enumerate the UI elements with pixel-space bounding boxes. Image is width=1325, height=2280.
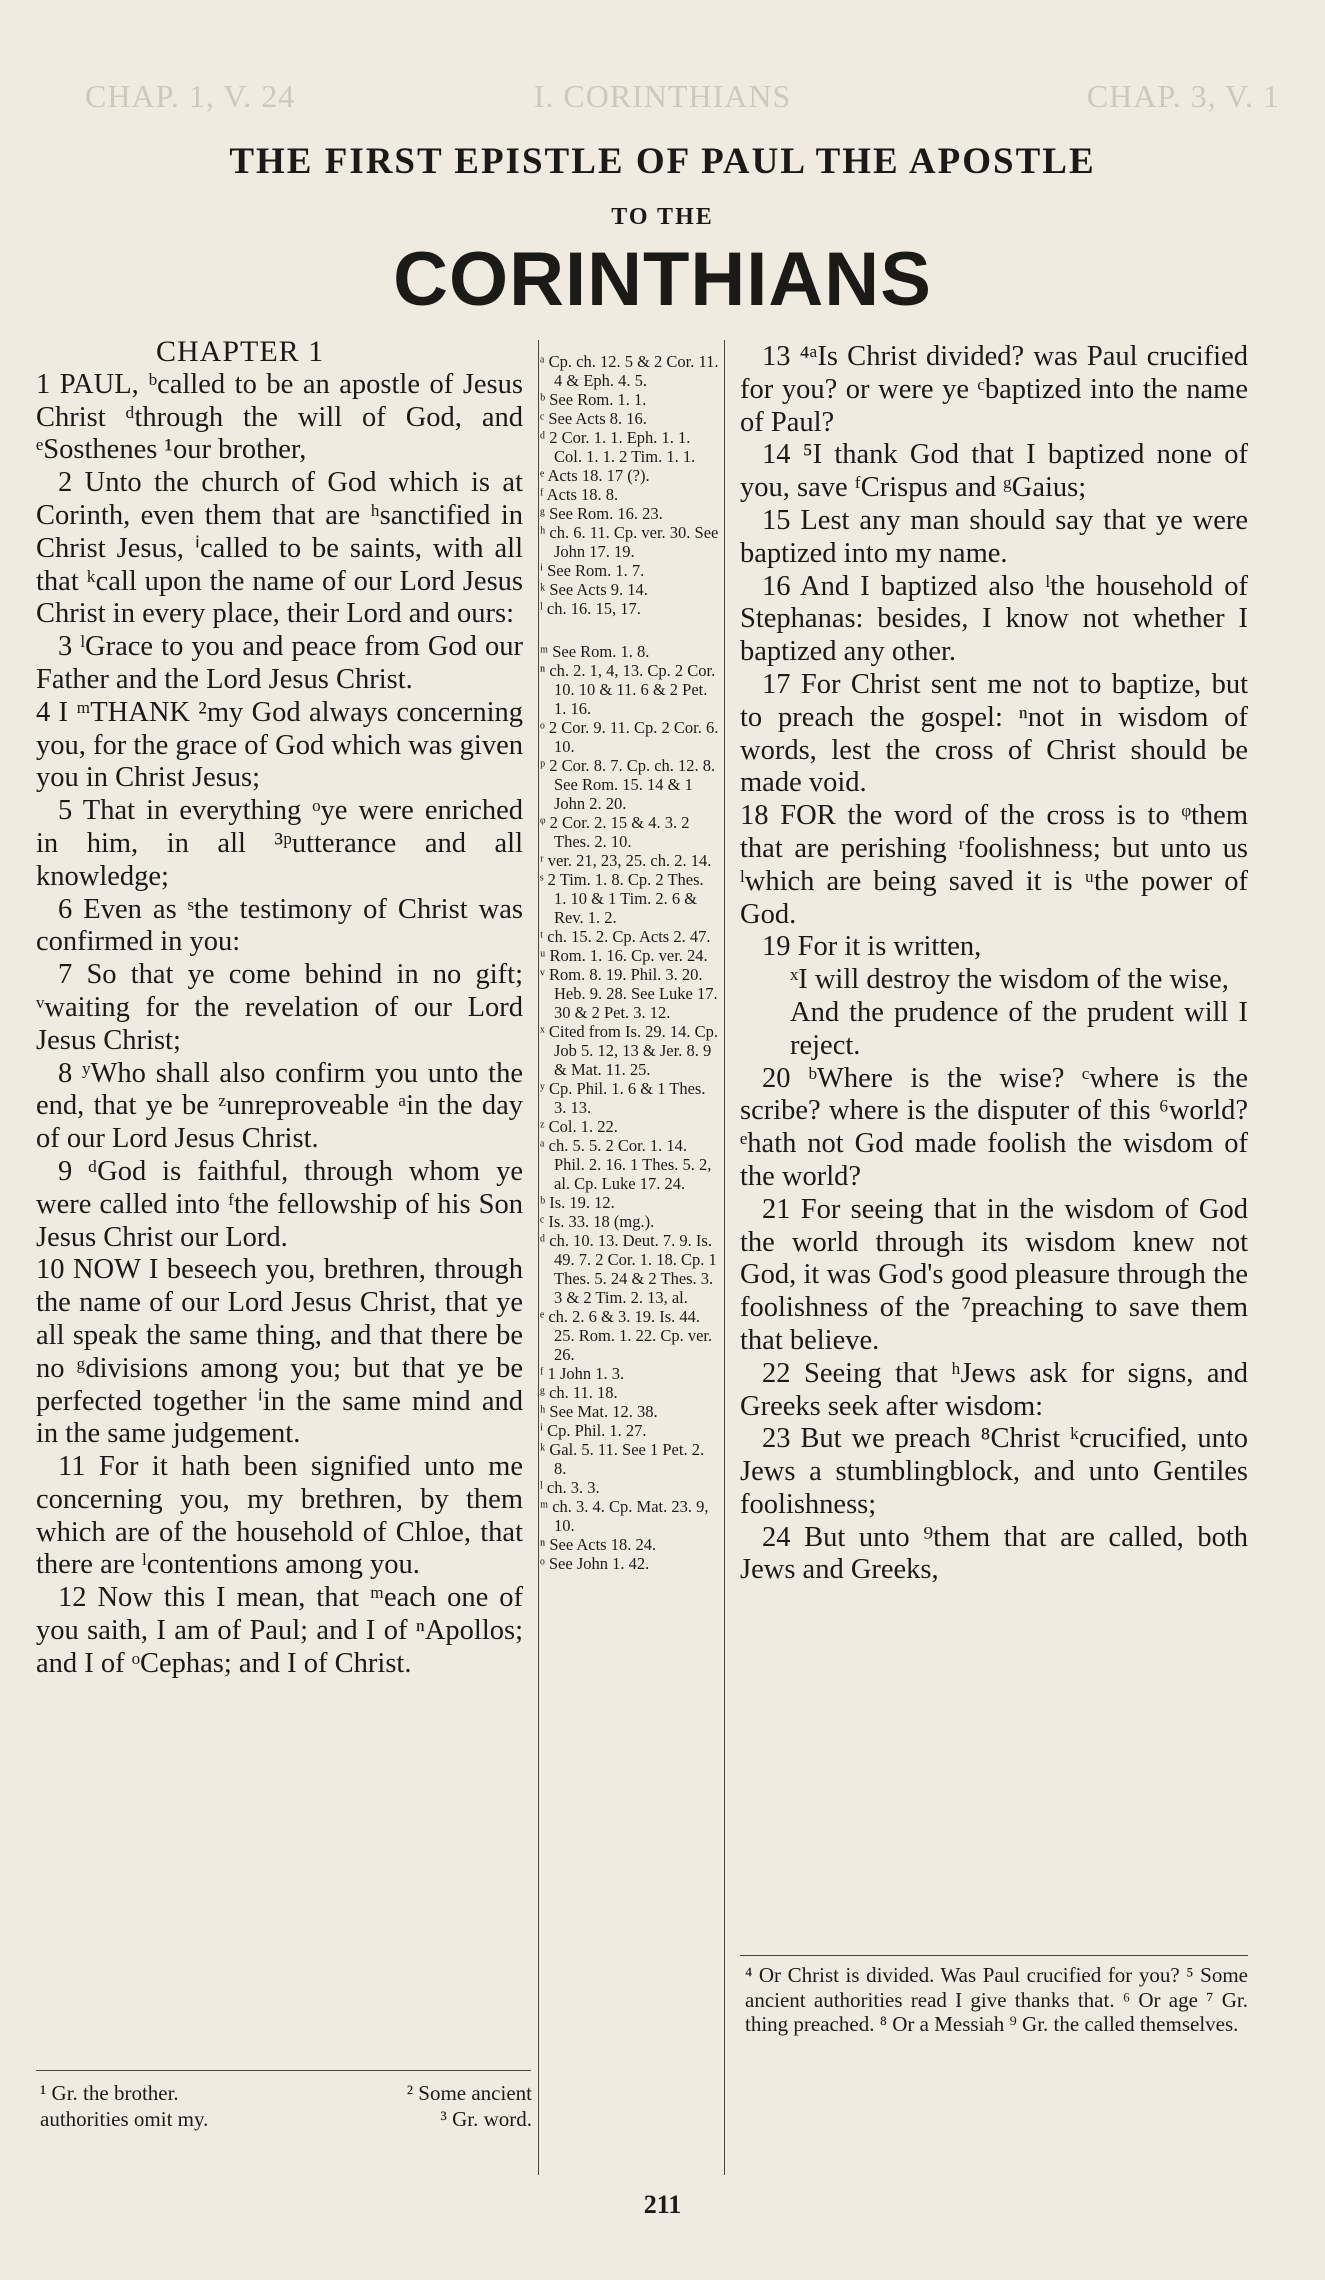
cross-reference: ⁱ See Rom. 1. 7.	[540, 561, 645, 580]
cross-reference: ʸ Cp. Phil. 1. 6 & 1 Thes. 3. 13.	[540, 1079, 706, 1117]
cross-reference: ᶠ 1 John 1. 3.	[540, 1364, 625, 1383]
verses-left	[36, 369, 523, 1681]
cross-reference: ᵗ ch. 15. 2. Cp. Acts 2. 47.	[540, 927, 711, 946]
cross-reference: ᵇ Is. 19. 12.	[540, 1193, 615, 1212]
cross-reference: ᵐ See Rom. 1. 8.	[540, 642, 650, 661]
verse: 22 Seeing that ʰJews ask for signs, and Greeks seek after wisdom:	[740, 1357, 1248, 1422]
cross-reference: ᵏ See Acts 9. 14.	[540, 580, 648, 599]
cross-reference: ᵃ ch. 5. 5. 2 Cor. 1. 14. Phil. 2. 16. 1 Thes. 5. 2, al. Cp. Luke 17. 24.	[540, 1136, 712, 1193]
cross-reference: ˣ Cited from Is. 29. 14. Cp. Job 5. 12, 13 & Jer. 8. 9 & Mat. 11. 25.	[540, 1022, 719, 1079]
bleed-through-running-head	[0, 78, 1325, 115]
verse: 14 ⁵I thank God that I baptized none of you, save ᶠCrispus and ᵍGaius;	[740, 439, 1248, 504]
title-line-1: THE FIRST EPISTLE OF PAUL THE APOSTLE	[229, 141, 1096, 182]
verse: 1 PAUL, ᵇcalled to be an apostle of Jesus Christ ᵈthrough the will of God, and ᵉSosthenes ¹our brother,	[36, 368, 523, 466]
cross-reference: ᵇ See Rom. 1. 1.	[540, 390, 647, 409]
verse: 5 That in everything ᵒye were enriched in him, in all ³ᵖutterance and all knowledge;	[36, 795, 523, 892]
cross-reference: ᵍ See Rom. 16. 23.	[540, 504, 663, 523]
footnote-rule-right	[740, 1955, 1248, 1956]
verse: 19 For it is written,	[762, 931, 982, 963]
verse: 9 ᵈGod is faithful, through whom ye were called into ᶠthe fellowship of his Son Jesus Christ our Lord.	[36, 1155, 523, 1253]
cross-reference: ˡ ch. 3. 3.	[540, 1478, 600, 1497]
verse: 23 But we preach ⁸Christ ᵏcrucified, unto Jews a stumblingblock, and unto Gentiles foolishness;	[740, 1423, 1248, 1520]
cross-reference: ᵐ ch. 3. 4. Cp. Mat. 23. 9, 10.	[540, 1497, 709, 1535]
running-head-left: CHAP. 1, V. 24	[85, 78, 296, 114]
cross-reference: ᵘ Rom. 1. 16. Cp. ver. 24.	[540, 946, 708, 965]
cross-reference: ᵒ See John 1. 42.	[540, 1554, 650, 1573]
cross-reference: ᵉ ch. 2. 6 & 3. 19. Is. 44. 25. Rom. 1. 22. Cp. ver. 26.	[540, 1307, 713, 1364]
footnote-3: ³ Gr. word.	[440, 2107, 532, 2131]
footnotes-left	[40, 2080, 532, 2132]
footnotes-right: ⁴ Or Christ is divided. Was Paul crucified for you? ⁵ Some ancient authorities read I give thanks that. ⁶ Or age ⁷ Gr. thing preached. ⁸ Or a Messiah ⁹ Gr. the called themselves.	[745, 1963, 1248, 2036]
cross-reference: ᵍ ch. 11. 18.	[540, 1383, 618, 1402]
cross-reference: ʳ ver. 21, 23, 25. ch. 2. 14.	[540, 851, 712, 870]
title-line-2: TO THE	[611, 204, 714, 230]
column-rule-left	[538, 340, 539, 2175]
verse: 21 For seeing that in the wisdom of God the world through its wisdom knew not God, it was God's good pleasure through the foolishness of the ⁷preaching to save them that believe.	[740, 1193, 1248, 1356]
verse: 17 For Christ sent me not to baptize, but to preach the gospel: ⁿnot in wisdom of words, lest the cross of Christ should be made void.	[740, 668, 1248, 799]
text-column-right	[740, 341, 1248, 1587]
column-rule-right	[724, 340, 725, 2175]
cross-reference: ᵉ Acts 18. 17 (?).	[540, 466, 650, 485]
verse: 3 ˡGrace to you and peace from God our Father and the Lord Jesus Christ.	[36, 631, 523, 695]
cross-reference: ᵈ 2 Cor. 1. 1. Eph. 1. 1. Col. 1. 1. 2 Tim. 1. 1.	[540, 428, 696, 466]
footnote-2-cont: authorities omit my.	[40, 2107, 209, 2131]
cross-reference: ⁱ Cp. Phil. 1. 27.	[540, 1421, 647, 1440]
verse: 4 I ᵐTHANK ²my God always concerning you, for the grace of God which was given you in Christ Jesus;	[36, 696, 523, 794]
book-title: CORINTHIANS	[393, 237, 932, 322]
cross-reference: ᵏ Gal. 5. 11. See 1 Pet. 2. 8.	[540, 1440, 705, 1478]
verse: 15 Lest any man should say that ye were baptized into my name.	[740, 504, 1248, 569]
cross-reference: ʰ ch. 6. 11. Cp. ver. 30. See John 17. 19.	[540, 523, 719, 561]
verse: 20 ᵇWhere is the wise? ᶜwhere is the scribe? where is the disputer of this ⁶world? ᵉhath not God made foolish the wisdom of the world?	[740, 1062, 1248, 1192]
verse: 11 For it hath been signified unto me concerning you, my brethren, by them which are of the household of Chloe, that there are ˡcontentions among you.	[36, 1451, 523, 1581]
cross-reference: ᵛ Rom. 8. 19. Phil. 3. 20. Heb. 9. 28. See Luke 17. 30 & 2 Pet. 3. 12.	[540, 965, 718, 1022]
verse: 12 Now this I mean, that ᵐeach one of you saith, I am of Paul; and I of ⁿApollos; and I of ᵒCephas; and I of Christ.	[36, 1582, 523, 1679]
verse: 10 NOW I beseech you, brethren, through the name of our Lord Jesus Christ, that ye all speak the same thing, and that there be no ᵍdivisions among you; but that ye be perfected together ⁱin the same mind and in the same judgement.	[36, 1254, 523, 1450]
verse: ˣI will destroy the wisdom of the wise,	[790, 964, 1229, 996]
cross-reference: ᵠ 2 Cor. 2. 15 & 4. 3. 2 Thes. 2. 10.	[540, 813, 690, 851]
text-column-left	[36, 336, 523, 1681]
page-number: 211	[643, 2190, 682, 2219]
cross-references	[540, 352, 720, 1573]
cross-reference: ˡ ch. 16. 15, 17.	[540, 599, 641, 618]
footnote-1: ¹ Gr. the brother.	[40, 2081, 179, 2105]
cross-reference: ᶠ Acts 18. 8.	[540, 485, 619, 504]
running-head-center: I. CORINTHIANS	[533, 78, 792, 114]
footnote-2: ² Some ancient	[406, 2081, 532, 2105]
verse: 18 FOR the word of the cross is to ᵠthem that are perishing ʳfoolishness; but unto us ˡwhich are being saved it is ᵘthe power of God.	[740, 800, 1248, 930]
verse: And the prudence of the prudent will I reject.	[790, 996, 1248, 1061]
verse: 13 ⁴ᵃIs Christ divided? was Paul crucified for you? or were ye ᶜbaptized into the name of Paul?	[740, 341, 1248, 438]
verses-right	[740, 341, 1248, 1587]
footnote-rule-left	[36, 2070, 531, 2071]
cross-reference: ⁿ See Acts 18. 24.	[540, 1535, 657, 1554]
verse: 6 Even as ˢthe testimony of Christ was confirmed in you:	[36, 893, 523, 958]
verse: 16 And I baptized also ˡthe household of Stephanas: besides, I know not whether I baptized any other.	[740, 570, 1248, 668]
chapter-heading: CHAPTER 1	[156, 335, 325, 368]
cross-reference: ᵃ Cp. ch. 12. 5 & 2 Cor. 11. 4 & Eph. 4. 5.	[540, 352, 719, 390]
cross-reference: ᵈ ch. 10. 13. Deut. 7. 9. Is. 49. 7. 2 Cor. 1. 18. Cp. 1 Thes. 5. 24 & 2 Thes. 3. 3 & 2 Tim. 2. 13, al.	[540, 1231, 717, 1307]
cross-reference: ᶜ Is. 33. 18 (mg.).	[540, 1212, 655, 1231]
cross-reference: ʰ See Mat. 12. 38.	[540, 1402, 658, 1421]
verse: 8 ʸWho shall also confirm you unto the end, that ye be ᶻunreproveable ᵃin the day of our Lord Jesus Christ.	[36, 1057, 523, 1155]
running-head-right: CHAP. 3, V. 1	[1086, 78, 1280, 114]
verse: 2 Unto the church of God which is at Corinth, even them that are ʰsanctified in Christ Jesus, ⁱcalled to be saints, with all that ᵏcall upon the name of our Lord Jesus Christ in every place, their Lord and ours:	[36, 467, 523, 630]
cross-reference: ˢ 2 Tim. 1. 8. Cp. 2 Thes. 1. 10 & 1 Tim. 2. 6 & Rev. 1. 2.	[540, 870, 704, 927]
verse: 24 But unto ⁹them that are called, both Jews and Greeks,	[740, 1521, 1248, 1586]
cross-reference: ᶜ See Acts 8. 16.	[540, 409, 647, 428]
cross-reference: ᶻ Col. 1. 22.	[540, 1117, 618, 1136]
cross-reference: ᵒ 2 Cor. 9. 11. Cp. 2 Cor. 6. 10.	[540, 718, 719, 756]
cross-reference: ⁿ ch. 2. 1, 4, 13. Cp. 2 Cor. 10. 10 & 11. 6 & 2 Pet. 1. 16.	[540, 661, 716, 718]
verse: 7 So that ye come behind in no gift; ᵛwaiting for the revelation of our Lord Jesus Christ;	[36, 959, 523, 1056]
cross-reference: ᵖ 2 Cor. 8. 7. Cp. ch. 12. 8. See Rom. 15. 14 & 1 John 2. 20.	[540, 756, 716, 813]
